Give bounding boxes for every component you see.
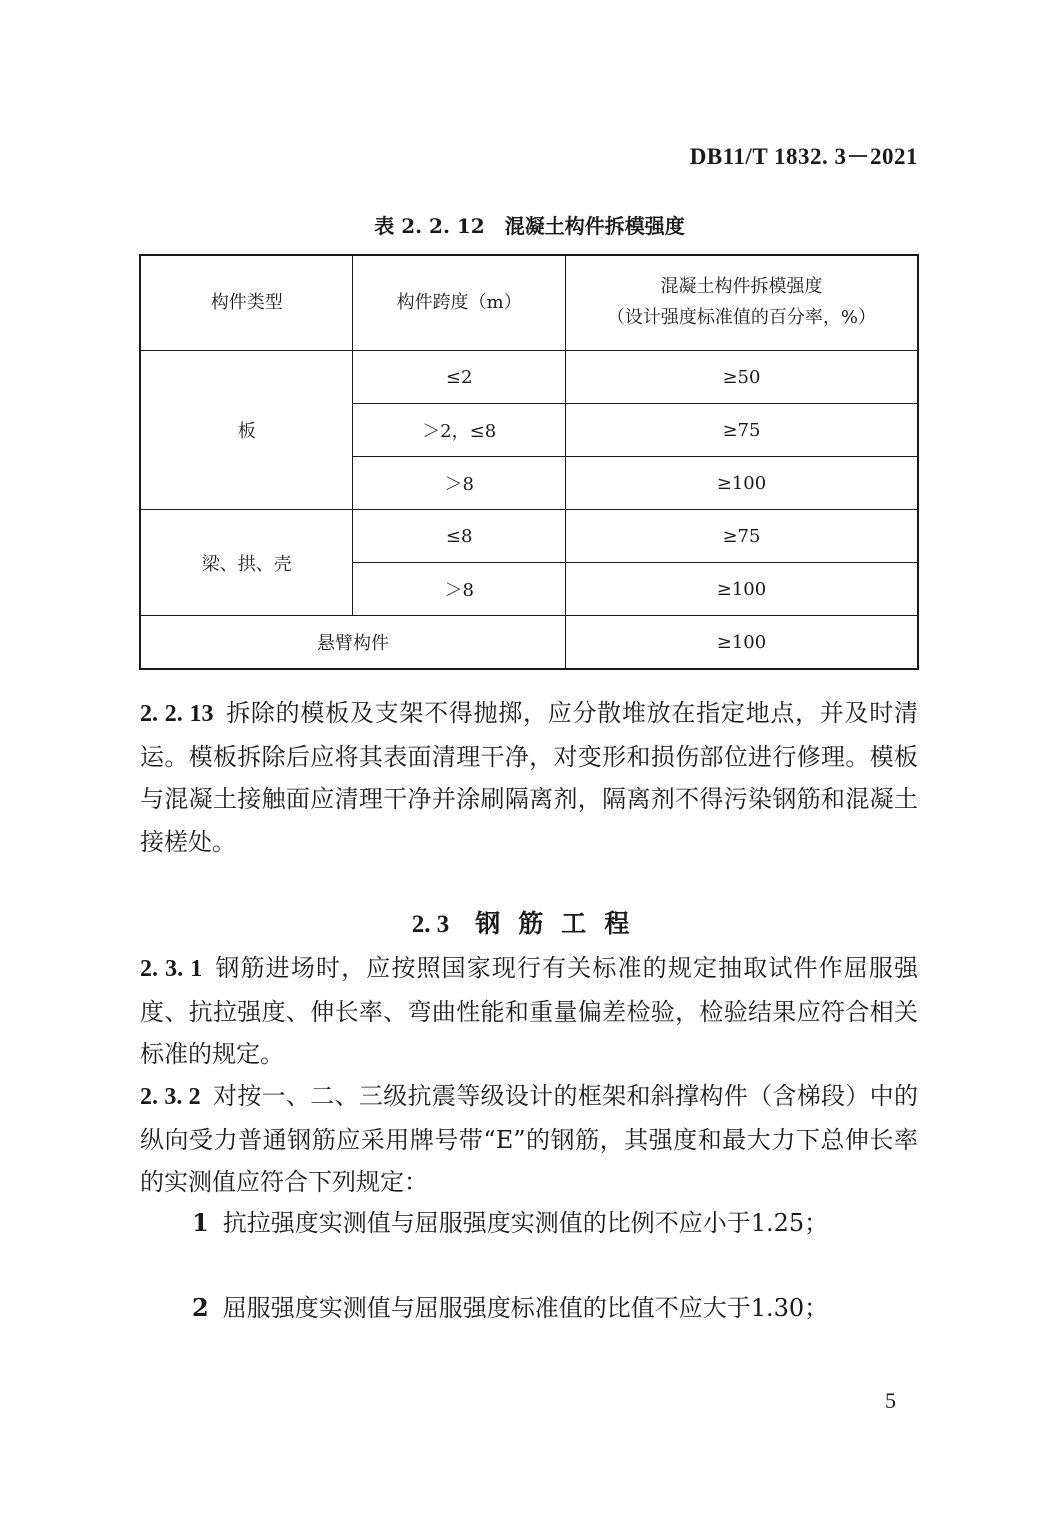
strength-cell: ≥100: [565, 616, 918, 670]
table-row: [140, 616, 918, 670]
item-text: 屈服强度实测值与屈服强度标准值的比值不应大于1.30；: [222, 1294, 829, 1322]
clause-text: 钢筋进场时，应按照国家现行有关标准的规定抽取试件作屈服强度、抗拉强度、伸长率、弯曲性能和重量偏差检验，检验结果应符合相关标准的规定。: [140, 954, 919, 1068]
clause-2-2-13: [140, 692, 918, 863]
section-number: 2. 3: [411, 911, 450, 938]
list-item: [140, 1287, 918, 1330]
span-cell: ≤8: [353, 510, 566, 563]
table-row: [140, 510, 918, 563]
type-cell-plate: 板: [140, 351, 353, 510]
header-component-span: 构件跨度（m）: [353, 255, 566, 351]
strength-cell: ≥50: [565, 351, 918, 404]
table-title: 表 2. 2. 12 混凝土构件拆模强度: [374, 214, 685, 238]
strength-cell: ≥75: [565, 404, 918, 457]
section-heading: [0, 904, 1059, 940]
span-cell: ≤2: [353, 351, 566, 404]
header-strength-line1: 混凝土构件拆模强度: [660, 276, 823, 298]
clause-text: 拆除的模板及支架不得抛掷，应分散堆放在指定地点，并及时清运。模板拆除后应将其表面清理干净，对变形和损伤部位进行修理。模板与混凝土接触面应清理干净并涂刷隔离剂，隔离剂不得污染钢筋和混凝土接槎处。: [140, 699, 918, 856]
demolition-strength-table: [139, 254, 919, 670]
section-name: 钢筋工程: [475, 909, 648, 938]
page-number: 5: [885, 1388, 896, 1413]
header-strength: [565, 255, 918, 351]
span-cell: ＞2，≤8: [353, 404, 566, 457]
header-strength-line2: （设计强度标准值的百分率，%）: [606, 307, 877, 328]
table-header-row: [140, 255, 918, 351]
clause-number: 2. 2. 13: [140, 701, 214, 727]
header-component-type: 构件类型: [140, 255, 353, 351]
clause-number: 2. 3. 1: [140, 956, 203, 982]
type-cell-beam: 梁、拱、壳: [140, 510, 353, 616]
item-number: 2: [192, 1293, 209, 1322]
table-row: [140, 351, 918, 404]
item-number: 1: [192, 1208, 209, 1237]
item-text: 抗拉强度实测值与屈服强度实测值的比例不应小于1.25；: [222, 1209, 829, 1237]
span-cell: ＞8: [353, 563, 566, 616]
type-cell-cantilever: 悬臂构件: [140, 616, 565, 670]
span-cell: ＞8: [353, 457, 566, 510]
document-code: DB11/T 1832. 3－2021: [689, 144, 918, 169]
clause-number: 2. 3. 2: [140, 1084, 201, 1110]
strength-cell: ≥75: [565, 510, 918, 563]
clause-text: 对按一、二、三级抗震等级设计的框架和斜撑构件（含梯段）中的纵向受力普通钢筋应采用牌号带“E”的钢筋，其强度和最大力下总伸长率的实测值应符合下列规定：: [140, 1082, 919, 1196]
strength-cell: ≥100: [565, 563, 918, 616]
clause-2-3-1: [140, 947, 918, 1076]
strength-cell: ≥100: [565, 457, 918, 510]
clause-2-3-2: [140, 1075, 918, 1204]
list-item: [140, 1202, 918, 1245]
